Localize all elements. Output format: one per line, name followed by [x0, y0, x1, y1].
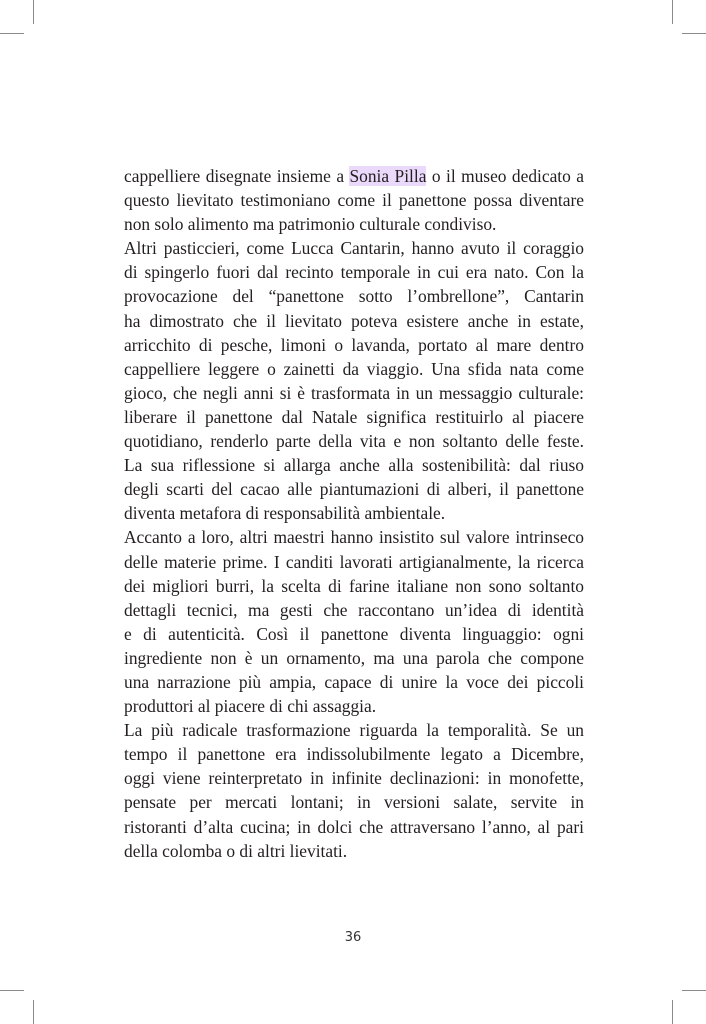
- text-line: ristoranti d’alta cucina; in dolci che attraversano l’anno, al pari: [124, 816, 584, 837]
- crop-mark-top-left-horizontal: [0, 33, 24, 34]
- text-line: e di autenticità. Così il panettone diventa linguaggio: ogni: [124, 623, 584, 644]
- text-line: delle materie prime. I canditi lavorati artigianalmente, la ricerca: [124, 551, 584, 572]
- text-line: una narrazione più ampia, capace di unire la voce dei piccoli: [124, 671, 584, 692]
- highlighted-name[interactable]: Sonia Pilla: [349, 166, 427, 186]
- text-line: dei migliori burri, la scelta di farine italiane non sono soltanto: [124, 575, 584, 596]
- text-line: La più radicale trasformazione riguarda la temporalità. Se un: [124, 720, 584, 741]
- text-line: dettagli tecnici, ma gesti che raccontano un’idea di identità: [124, 599, 584, 620]
- crop-mark-bottom-right-horizontal: [682, 990, 706, 991]
- text-line: ingrediente non è un ornamento, ma una parola che compone: [124, 647, 584, 668]
- text-line: questo lievitato testimoniano come il panettone possa diventare: [124, 190, 584, 211]
- text-line: arricchito di pesche, limoni o lavanda, portato al mare dentro: [124, 334, 584, 355]
- text-line: gioco, che negli anni si è trasformata in un messaggio culturale:: [124, 382, 584, 403]
- crop-mark-bottom-left-vertical: [33, 1000, 34, 1024]
- text-after-highlight: o il museo dedicato a: [426, 166, 584, 186]
- text-line: cappelliere leggere o zainetti da viaggio. Una sfida nata come: [124, 358, 584, 379]
- crop-mark-bottom-left-horizontal: [0, 990, 24, 991]
- text-line: produttori al piacere di chi assaggia.: [124, 696, 377, 717]
- text-line: diventa metafora di responsabilità ambientale.: [124, 503, 446, 524]
- text-line: provocazione del “panettone sotto l’ombrellone”, Cantarin: [124, 286, 584, 307]
- text-line: liberare il panettone dal Natale significa restituirlo al piacere: [124, 406, 584, 427]
- text-line: quotidiano, renderlo parte della vita e non soltanto delle feste.: [124, 431, 584, 452]
- text-line: pensate per mercati lontani; in versioni salate, servite in: [124, 792, 584, 813]
- text-line: Accanto a loro, altri maestri hanno insistito sul valore intrinseco: [124, 527, 584, 548]
- page-number: 36: [344, 930, 362, 945]
- text-line: [124, 164, 584, 188]
- crop-mark-top-right-horizontal: [682, 33, 706, 34]
- crop-mark-bottom-right-vertical: [672, 1000, 673, 1024]
- crop-mark-top-right-vertical: [672, 0, 673, 24]
- text-before-highlight: cappelliere disegnate insieme a: [124, 166, 350, 186]
- text-line: degli scarti del cacao alle piantumazioni di alberi, il panettone: [124, 479, 584, 500]
- text-line: oggi viene reinterpretato in infinite declinazioni: in monofette,: [124, 768, 584, 789]
- crop-mark-top-left-vertical: [33, 0, 34, 24]
- text-line: ha dimostrato che il lievitato poteva esistere anche in estate,: [124, 310, 584, 331]
- text-line: della colomba o di altri lievitati.: [124, 840, 348, 861]
- text-line: tempo il panettone era indissolubilmente legato a Dicembre,: [124, 744, 584, 765]
- text-line: La sua riflessione si allarga anche alla sostenibilità: dal riuso: [124, 455, 584, 476]
- text-line: Altri pasticcieri, come Lucca Cantarin, hanno avuto il coraggio: [124, 238, 584, 259]
- body-text: [124, 164, 584, 863]
- text-line: di spingerlo fuori dal recinto temporale in cui era nato. Con la: [124, 262, 584, 283]
- text-line: non solo alimento ma patrimonio culturale condiviso.: [124, 214, 497, 235]
